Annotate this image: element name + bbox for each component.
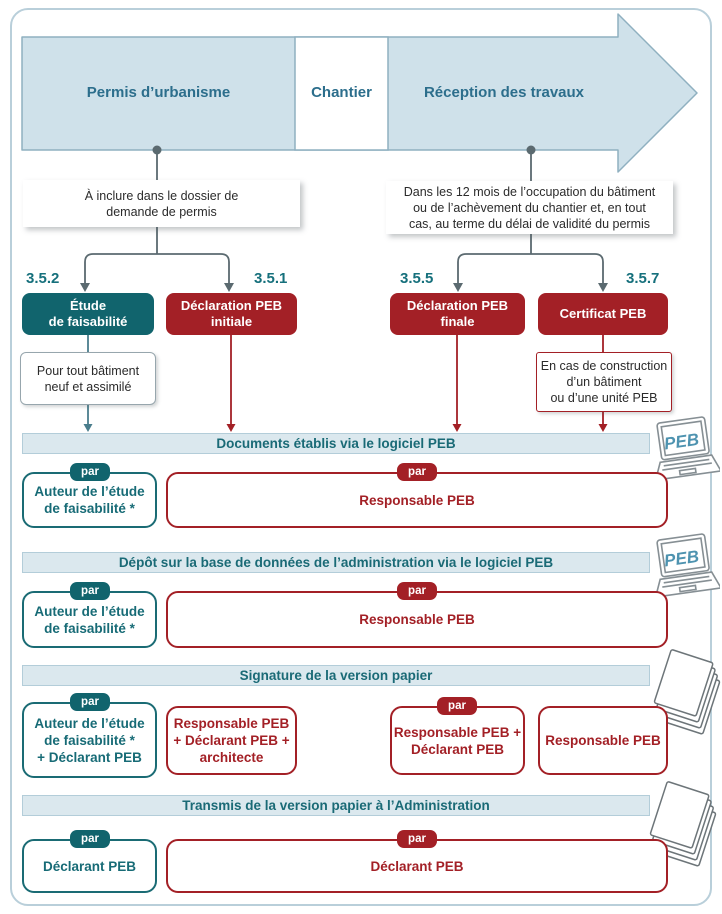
par-badge: par <box>70 463 110 481</box>
par-badge: par <box>437 697 477 715</box>
callout-line: d’un bâtiment <box>566 375 642 389</box>
peb-icon-label: PEB <box>662 546 701 571</box>
par-badge: par <box>397 582 437 600</box>
band-transmis-administration: Transmis de la version papier à l’Administration <box>22 795 650 816</box>
callout-line: Pour tout bâtiment <box>36 363 140 378</box>
split-bracket-left <box>85 254 229 284</box>
actor-line: Auteur de l’étude <box>34 484 145 499</box>
arrowhead <box>84 424 93 432</box>
callout-line: ou de l’achèvement du chantier et, en tout <box>413 200 646 215</box>
band-documents-etablis: Documents établis via le logiciel PEB <box>22 433 650 454</box>
split-bracket-right <box>458 254 603 284</box>
callout-line: Dans les 12 mois de l’occupation du bâtiment <box>403 184 656 199</box>
arrowhead <box>227 424 236 432</box>
actor-line: Responsable PEB <box>173 716 290 731</box>
actor-line: Responsable PEB <box>359 612 475 627</box>
ref-352: 3.5.2 <box>26 270 60 287</box>
doc-line: de faisabilité <box>48 314 128 329</box>
arrowhead <box>453 283 463 292</box>
timeline-phase-chantier: Chantier <box>311 84 372 101</box>
actor-responsable-declarant-architecte <box>166 706 297 775</box>
peb-icon-label: PEB <box>662 429 701 454</box>
callout-reception <box>386 181 673 234</box>
actor-line: de faisabilité * <box>44 501 135 516</box>
actor-line: architecte <box>199 750 264 765</box>
arrowhead <box>598 283 608 292</box>
callout-line: demande de permis <box>106 204 217 219</box>
actor-line: de faisabilité * <box>44 732 135 748</box>
actor-line: de faisabilité * <box>44 620 135 636</box>
actor-line: + Déclarant PEB <box>37 749 142 765</box>
actor-line: Déclarant PEB <box>370 858 464 874</box>
par-badge: par <box>70 830 110 848</box>
doc-line: finale <box>440 314 475 329</box>
arrowhead <box>599 424 608 432</box>
actor-line: + Déclarant PEB + <box>173 733 290 748</box>
timeline-phase-permis: Permis d’urbanisme <box>86 84 231 101</box>
doc-line: initiale <box>210 314 253 329</box>
arrowhead <box>453 424 462 432</box>
callout-line: ou d’une unité PEB <box>550 391 658 405</box>
callout-line: À inclure dans le dossier de <box>84 188 239 203</box>
band-signature-papier: Signature de la version papier <box>22 665 650 686</box>
actor-line: Responsable PEB <box>359 492 475 508</box>
actor-line: Responsable PEB <box>545 733 661 748</box>
doc-certificat-peb <box>538 293 668 335</box>
actor-line: Auteur de l’étude <box>34 715 145 731</box>
actor-line: Auteur de l’étude <box>34 603 145 619</box>
actor-line: Déclarant PEB <box>410 741 505 757</box>
ref-355: 3.5.5 <box>400 270 434 287</box>
doc-declaration-initiale <box>166 293 297 335</box>
doc-etude-faisabilite <box>22 293 154 335</box>
par-badge: par <box>397 830 437 848</box>
ref-351: 3.5.1 <box>254 270 288 287</box>
doc-declaration-finale <box>390 293 525 335</box>
callout-line: En cas de construction <box>540 359 668 373</box>
doc-line: Déclaration PEB <box>180 298 283 313</box>
callout-line: cas, au terme du délai de validité du permis <box>408 216 651 231</box>
actor-auteur-declarant <box>22 702 157 778</box>
actor-line: Déclarant PEB <box>42 858 137 874</box>
ref-357: 3.5.7 <box>626 270 660 287</box>
actor-responsable-declarant <box>390 706 525 775</box>
arrowhead <box>80 283 90 292</box>
callout-line: neuf et assimilé <box>44 379 132 394</box>
band-depot-base-donnees: Dépôt sur la base de données de l’administration via le logiciel PEB <box>22 552 650 573</box>
arrowhead <box>224 283 234 292</box>
callout-etude-condition <box>20 352 156 405</box>
doc-line: Étude <box>69 298 107 313</box>
callout-permis <box>23 180 300 227</box>
timeline-phase-reception: Réception des travaux <box>423 84 585 101</box>
actor-responsable-peb <box>538 706 668 775</box>
par-badge: par <box>70 582 110 600</box>
actor-line: Responsable PEB + <box>393 724 522 740</box>
par-badge: par <box>70 693 110 711</box>
callout-certificat-condition <box>536 352 672 412</box>
doc-line: Certificat PEB <box>559 306 647 321</box>
par-badge: par <box>397 463 437 481</box>
doc-line: Déclaration PEB <box>406 298 509 313</box>
